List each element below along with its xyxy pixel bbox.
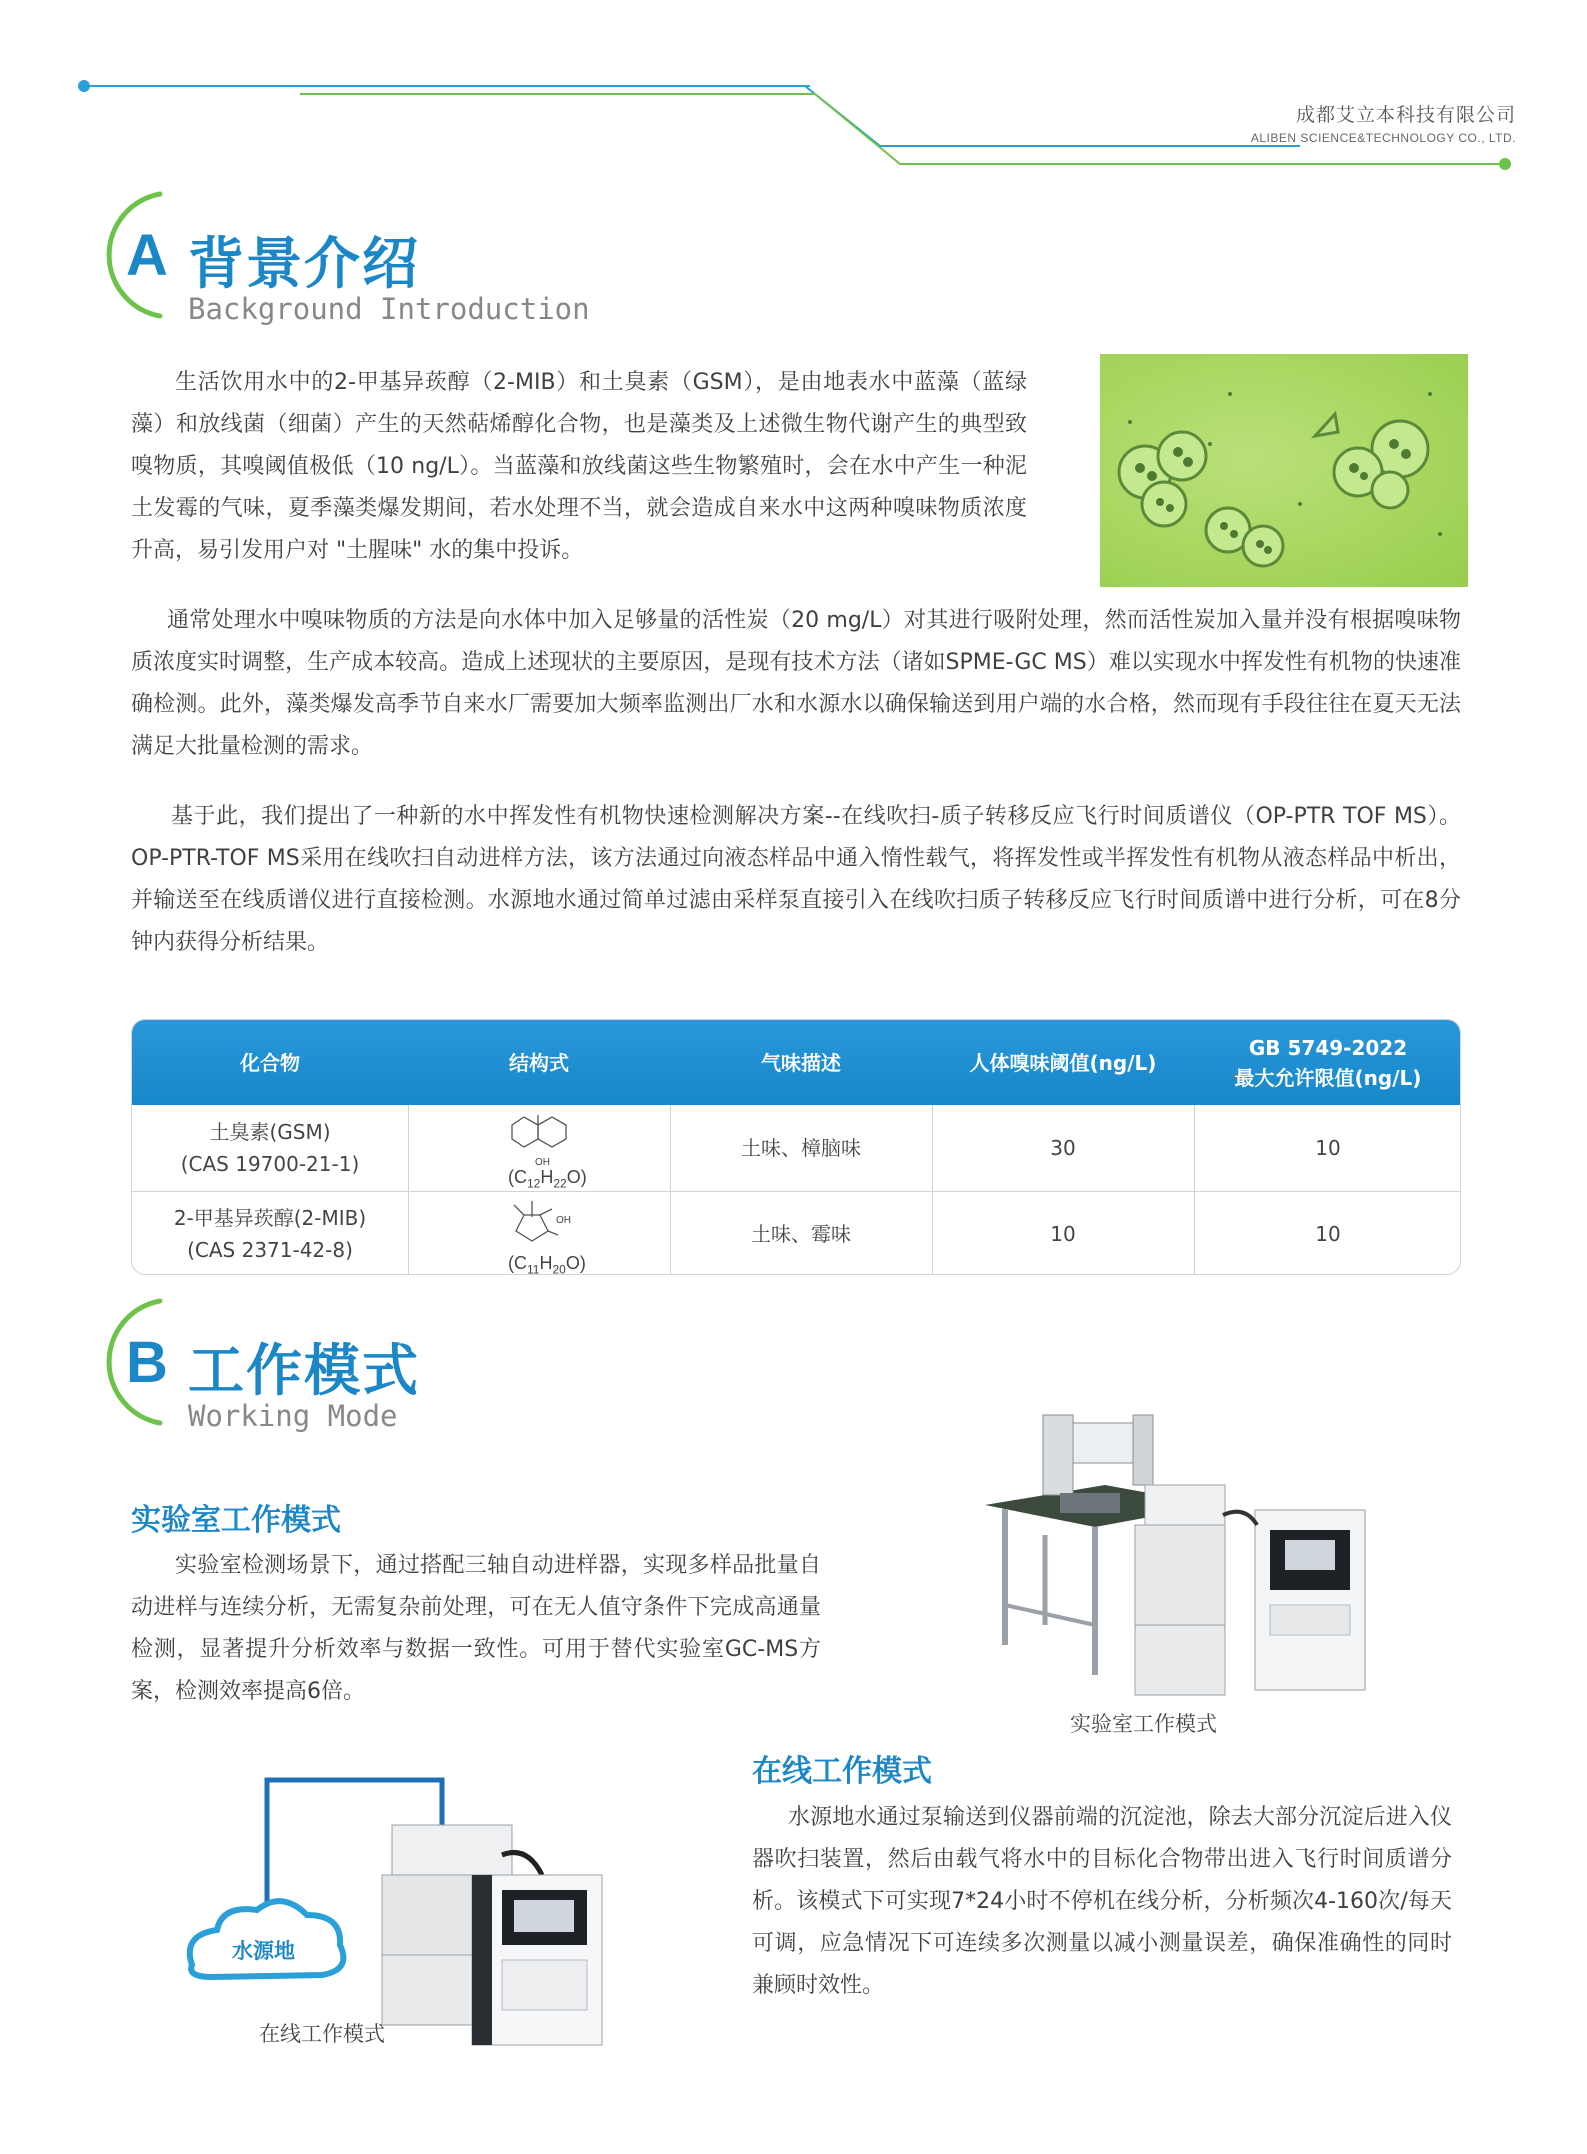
- table-row-1-structure: [408, 1105, 670, 1191]
- table-row-1-threshold: 30: [1050, 1136, 1076, 1160]
- row-1-oh-label: OH: [535, 1157, 550, 1168]
- online-mode-text: 水源地水通过泵输送到仪器前端的沉淀池，除去大部分沉淀后进入仪器吹扫装置，然后由载气将水中的目标化合物带出进入飞行时间质谱分析。该模式下可实现7*24小时不停机在线分析，分析频次4-160次/每天可调，应急情况下可连续多次测量以减小测量误差，确保准确性的同时兼顾时效性。: [752, 1805, 1452, 1998]
- table-row-1-compound: [132, 1105, 408, 1191]
- row-1-cas: (CAS 19700-21-1): [180, 1152, 360, 1176]
- section-b-letter: B: [126, 1330, 168, 1395]
- table-header-limit: [1194, 1020, 1461, 1105]
- table-row-1-limit: 10: [1315, 1136, 1341, 1160]
- table-row-2-structure: [408, 1191, 670, 1275]
- online-mode-title: 在线工作模式: [752, 1754, 932, 1789]
- section-a-paragraph-2: 通常处理水中嗅味物质的方法是向水体中加入足够量的活性炭（20 mg/L）对其进行吸附处理，然而活性炭加入量并没有根据嗅味物质浓度实时调整，生产成本较高。造成上述现状的主要原因，是现有技术方法（诸如SPME-GC MS）难以实现水中挥发性有机物的快速准确检测。此外，藻类爆发高季节自来水厂需要加大频率监测出厂水和水源水以确保输送到用户端的水合格，然而现有手段往往在夏天无法满足大批量检测的需求。: [131, 608, 1461, 759]
- section-b-title: 工作模式: [188, 1339, 420, 1404]
- row-2-name: 2-甲基异莰醇(2-MIB): [173, 1205, 367, 1230]
- lab-mode-text: 实验室检测场景下，通过搭配三轴自动进样器，实现多样品批量自动进样与连续分析，无需复杂前处理，可在无人值守条件下完成高通量检测，显著提升分析效率与数据一致性。可用于替代实验室GC-MS方案，检测效率提高6倍。: [131, 1553, 821, 1704]
- table-header-compound: 化合物: [240, 1050, 300, 1075]
- section-a-letter: A: [126, 223, 168, 288]
- section-a-paragraph-3: 基于此，我们提出了一种新的水中挥发性有机物快速检测解决方案--在线吹扫-质子转移反应飞行时间质谱仪（OP-PTR TOF MS）。OP-PTR-TOF MS采用在线吹扫自动进样方法，该方法通过向液态样品中通入惰性载气，将挥发性或半挥发性有机物从液态样品中析出，并输送至在线质谱仪进行直接检测。水源地水通过简单过滤由采样泵直接引入在线吹扫质子转移反应飞行时间质谱中进行分析，可在8分钟内获得分析结果。: [131, 804, 1461, 955]
- lab-instrument-image: [985, 1405, 1405, 1705]
- row-2-cas: (CAS 2371-42-8): [187, 1237, 353, 1262]
- compound-table: [131, 1019, 1461, 1275]
- table-header-limit-line2: 最大允许限值(ng/L): [1234, 1065, 1422, 1090]
- table-row-1-odor: 土味、樟脑味: [741, 1136, 861, 1160]
- section-a-title: 背景介绍: [188, 232, 420, 297]
- header-decoration-lines: [0, 0, 1587, 180]
- table-header-limit-line1: GB 5749-2022: [1248, 1035, 1408, 1060]
- company-name-cn: 成都艾立本科技有限公司: [1295, 104, 1516, 126]
- algae-microscope-image: [1100, 354, 1468, 587]
- online-instrument-image: [172, 1765, 642, 2055]
- table-header-structure: 结构式: [509, 1050, 569, 1075]
- row-1-formula: $(C_{12}H_{22}O)$: [508, 1167, 587, 1191]
- table-header-threshold: 人体嗅味阈值(ng/L): [969, 1050, 1157, 1075]
- row-2-formula: $(C_{11}H_{20}O)$: [508, 1253, 586, 1275]
- table-row-2-limit: 10: [1315, 1221, 1341, 1246]
- online-mode-caption: 在线工作模式: [259, 2022, 385, 2046]
- table-row-2-compound: [132, 1191, 408, 1275]
- company-name-en: ALIBEN SCIENCE&TECHNOLOGY CO., LTD.: [1250, 131, 1516, 145]
- table-header-odor: 气味描述: [761, 1050, 841, 1075]
- section-b-subtitle: Working Mode: [188, 1399, 398, 1433]
- row-2-oh-label: OH: [556, 1215, 571, 1226]
- table-row-2-odor: 土味、霉味: [751, 1221, 851, 1246]
- company-name-block: [1251, 100, 1516, 145]
- section-a-subtitle: Background Introduction: [188, 292, 590, 326]
- section-a-paragraph-1: 生活饮用水中的2-甲基异莰醇（2-MIB）和土臭素（GSM），是由地表水中蓝藻（蓝绿藻）和放线菌（细菌）产生的天然萜烯醇化合物，也是藻类及上述微生物代谢产生的典型致嗅物质，其嗅阈值极低（10 ng/L）。当蓝藻和放线菌这些生物繁殖时，会在水中产生一种泥土发霉的气味，夏季藻类爆发期间，若水处理不当，就会造成自来水中这两种嗅味物质浓度升高，易引发用户对 "土腥味" 水的集中投诉。: [131, 370, 1027, 563]
- lab-mode-caption: 实验室工作模式: [1070, 1712, 1217, 1736]
- lab-mode-title: 实验室工作模式: [131, 1503, 341, 1538]
- cloud-label: 水源地: [232, 1939, 295, 1963]
- section-a-header: [88, 186, 688, 336]
- table-row-2-threshold: 10: [1050, 1221, 1076, 1246]
- section-b-header: [88, 1293, 688, 1443]
- row-1-name: 土臭素(GSM): [209, 1120, 331, 1144]
